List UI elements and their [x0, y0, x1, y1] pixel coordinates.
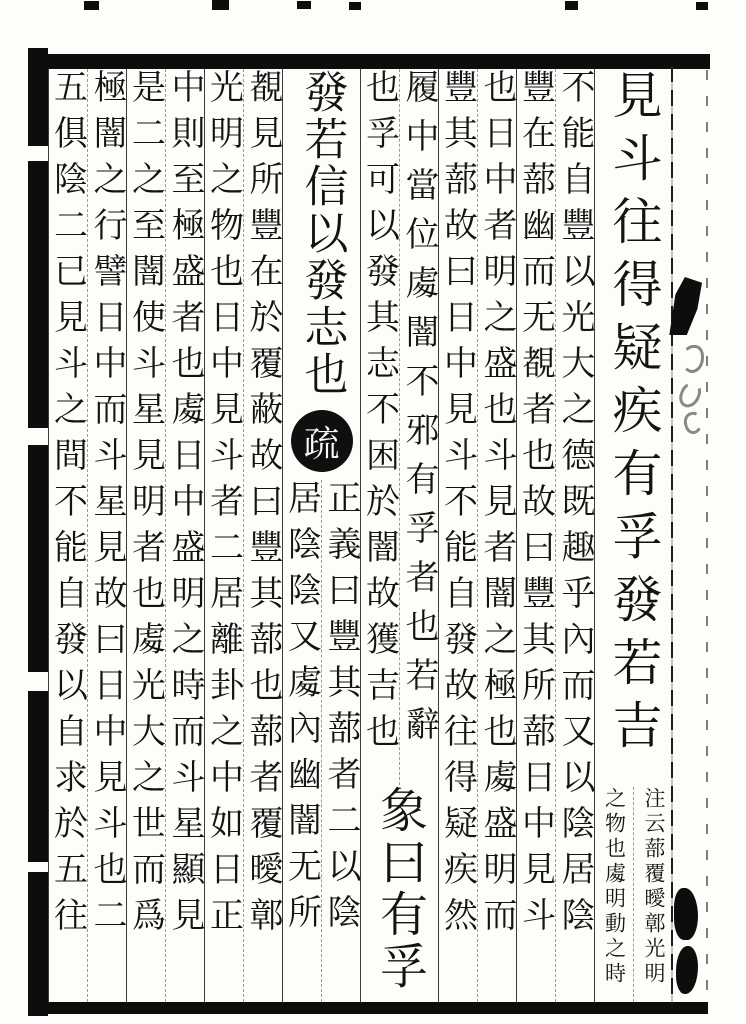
ink-speck — [696, 2, 708, 10]
margin-ink-blotch — [676, 946, 698, 994]
note-left-subcolumn: 是二之至闇使斗星見明者也䖏光大之世而爲 — [127, 69, 166, 1002]
margin-worn-glyph-fragment — [682, 345, 704, 373]
note-left-subcolumn: 豐在蔀幽而无覩者也故曰豐其所蔀日中見斗 — [517, 69, 556, 1002]
commentary-note-pair — [127, 69, 204, 1002]
main-text-xiang-commentary: 發若信以發志也 — [296, 69, 348, 398]
note-right-subcolumn: 履中當位䖏闇不邪有孚者也若辭 — [399, 69, 439, 755]
text-block — [48, 69, 672, 1002]
ink-speck — [349, 2, 361, 10]
commentary-note-pair — [439, 69, 516, 1002]
text-column-5 — [282, 69, 360, 1002]
note-right-subcolumn: 不能自豐以光大之德既趣乎內而又以陰居陰 — [555, 69, 595, 943]
text-column-1 — [594, 69, 672, 1002]
commentary-note-pair — [283, 480, 360, 1002]
note-right-subcolumn: 極闇之行譬日中而斗星見故曰日中見斗也二 — [87, 69, 127, 943]
commentary-note-pair — [49, 69, 126, 1002]
border-wear-gap — [28, 672, 48, 691]
border-wear-gap — [28, 146, 48, 161]
text-column-2 — [516, 69, 594, 1002]
shu-subcommentary-marker: 疏 — [291, 410, 353, 472]
margin-worn-glyph-fragment — [676, 379, 704, 410]
ink-speck — [297, 1, 311, 9]
ink-speck — [565, 1, 578, 10]
border-wear-gap — [28, 428, 48, 445]
commentary-note-pair — [595, 787, 672, 1002]
note-right-subcolumn: 也日中者明之盛也斗見者闇之極也䖏盛明而 — [477, 69, 517, 943]
text-column-3 — [438, 69, 516, 1002]
margin-worn-glyph-fragment — [681, 410, 704, 436]
text-column-4 — [360, 69, 438, 1002]
note-right-subcolumn: 正義曰豐其蔀者二以陰 — [321, 480, 361, 940]
note-right-subcolumn: 覩見所豐在於覆蔽故曰豐其蔀也蔀者覆曖鄣 — [243, 69, 283, 943]
note-left-subcolumn: 光明之物也日中見斗者二居離卦之中如日正 — [205, 69, 244, 1002]
ink-speck — [212, 0, 229, 10]
note-left-subcolumn: 五俱陰二已見斗之間不能自發以自求於五往 — [49, 69, 88, 1002]
border-wear-gap — [28, 862, 48, 872]
text-column-8 — [48, 69, 126, 1002]
note-left-subcolumn: 居陰陰又䖏內幽闇无所 — [283, 480, 322, 1002]
ink-speck — [84, 1, 99, 10]
note-left-subcolumn: 之物也䖏明動之時 — [595, 787, 634, 1002]
note-right-subcolumn: 中則至極盛者也䖏日中盛明之時而斗星顯見 — [165, 69, 205, 943]
commentary-note-pair — [361, 69, 438, 785]
main-text-hexagram-line: 見斗往得疑疾有孚發若吉 — [604, 69, 663, 762]
commentary-note-pair — [517, 69, 594, 1002]
note-left-subcolumn: 也孚可以發其志不困於闇故獲吉也 — [361, 69, 400, 785]
margin-ink-blotch — [674, 888, 698, 940]
note-right-subcolumn: 注云蔀覆曖鄣光明 — [642, 787, 666, 987]
main-text-xiang-commentary: 象曰有孚 — [371, 785, 428, 993]
page-border-bottom — [35, 1002, 708, 1014]
commentary-note-pair — [205, 69, 282, 1002]
page-border-right-outer — [706, 70, 708, 1000]
text-column-7 — [126, 69, 204, 1002]
note-left-subcolumn: 豐其蔀故曰日中見斗不能自發故往得疑疾然 — [439, 69, 478, 1002]
page-border-top — [33, 54, 710, 69]
text-column-6 — [204, 69, 282, 1002]
